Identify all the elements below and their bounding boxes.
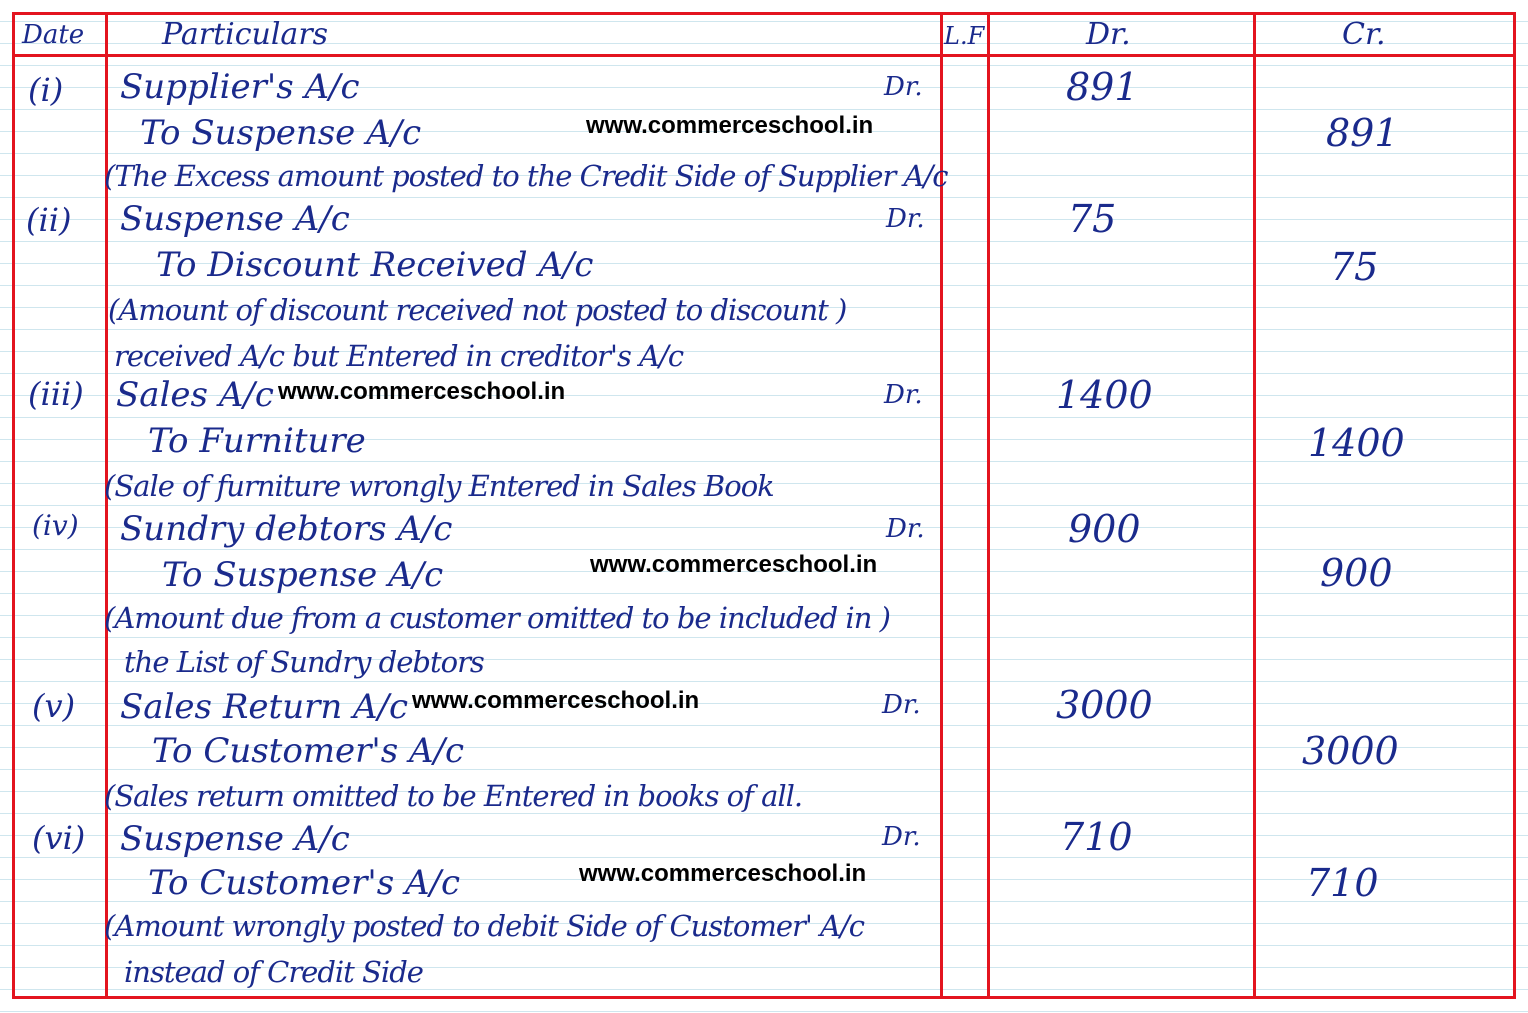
credit-account: To Customer's A/c [148, 863, 461, 903]
narration-line: (The Excess amount posted to the Credit Side of Supplier A/c [104, 159, 948, 193]
dr-marker: Dr. [882, 690, 921, 720]
credit-account: To Suspense A/c [162, 555, 444, 595]
credit-amount: 891 [1326, 111, 1399, 155]
watermark-text: www.commerceschool.in [590, 551, 878, 578]
header-cr: Cr. [1342, 17, 1386, 52]
debit-account: Supplier's A/c [120, 67, 360, 107]
debit-account: Sales A/c [116, 375, 274, 415]
entry-date: (vi) [32, 819, 86, 857]
credit-account: To Discount Received A/c [156, 245, 594, 285]
entry-date: (v) [32, 687, 76, 725]
entry-date: (iv) [32, 509, 79, 542]
debit-account: Sales Return A/c [120, 687, 409, 727]
debit-account: Suspense A/c [120, 199, 350, 239]
header-date: Date [22, 20, 85, 50]
header-divider [12, 54, 1516, 57]
debit-account: Suspense A/c [120, 819, 350, 859]
dr-marker: Dr. [884, 380, 923, 410]
credit-amount: 3000 [1302, 729, 1399, 773]
dr-marker: Dr. [882, 822, 921, 852]
header-dr: Dr. [1086, 17, 1131, 52]
credit-account: To Customer's A/c [152, 731, 465, 771]
entry-date: (i) [28, 71, 64, 109]
narration-line: received A/c but Entered in creditor's A/c [114, 339, 684, 373]
dr-column-divider [1253, 12, 1256, 999]
watermark-text: www.commerceschool.in [586, 112, 874, 139]
narration-line: (Amount wrongly posted to debit Side of Customer' A/c [104, 909, 865, 943]
credit-amount: 900 [1320, 551, 1393, 595]
entry-date: (ii) [26, 201, 72, 239]
narration-line: the List of Sundry debtors [124, 645, 484, 679]
lf-column-divider [987, 12, 990, 999]
credit-account: To Furniture [148, 421, 366, 461]
credit-account: To Suspense A/c [140, 113, 422, 153]
credit-amount: 75 [1330, 245, 1379, 289]
dr-marker: Dr. [884, 72, 923, 102]
narration-line: (Sales return omitted to be Entered in books of all. [104, 779, 803, 813]
debit-account: Sundry debtors A/c [120, 509, 453, 549]
watermark-text: www.commerceschool.in [278, 378, 566, 405]
debit-amount: 75 [1068, 197, 1117, 241]
debit-amount: 1400 [1056, 373, 1153, 417]
debit-amount: 710 [1060, 815, 1133, 859]
header-lf: L.F [944, 22, 985, 50]
dr-marker: Dr. [886, 204, 925, 234]
debit-amount: 891 [1066, 65, 1139, 109]
debit-amount: 3000 [1056, 683, 1153, 727]
credit-amount: 710 [1306, 861, 1379, 905]
narration-line: (Sale of furniture wrongly Entered in Sales Book [104, 469, 774, 503]
narration-line: (Amount due from a customer omitted to be included in ) [104, 601, 890, 635]
watermark-text: www.commerceschool.in [412, 687, 700, 714]
narration-line: (Amount of discount received not posted to discount ) [108, 293, 847, 327]
header-particulars: Particulars [162, 17, 329, 52]
debit-amount: 900 [1068, 507, 1141, 551]
narration-line: instead of Credit Side [124, 955, 423, 989]
dr-marker: Dr. [886, 514, 925, 544]
credit-amount: 1400 [1308, 421, 1405, 465]
watermark-text: www.commerceschool.in [579, 860, 867, 887]
entry-date: (iii) [28, 375, 84, 413]
